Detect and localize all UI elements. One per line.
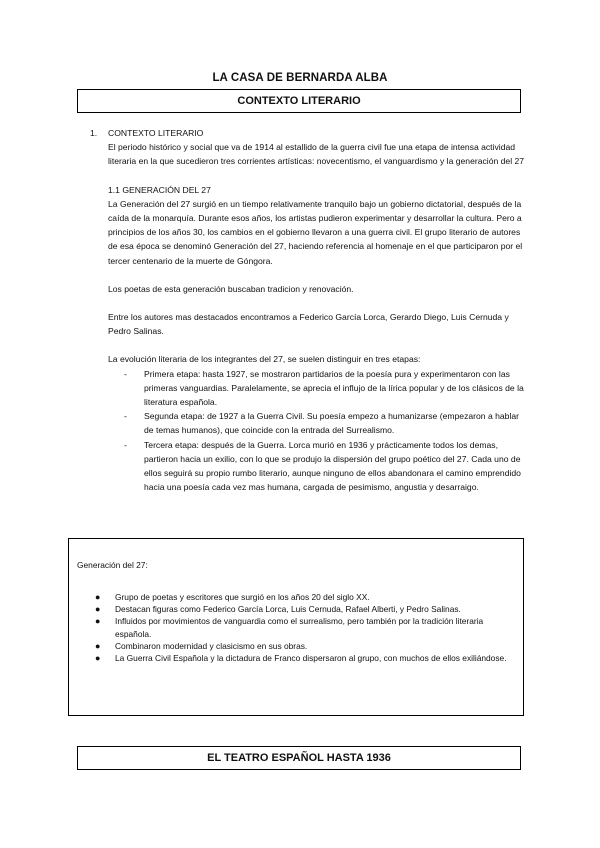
- next-section-title-box: EL TEATRO ESPAÑOL HASTA 1936: [77, 746, 521, 770]
- list-item: [108, 367, 528, 410]
- bullet-icon: ●: [95, 640, 101, 651]
- bullet-icon: ●: [95, 616, 101, 627]
- dash-marker: -: [124, 411, 127, 422]
- stages-list: [108, 367, 528, 495]
- main-content: [90, 126, 528, 494]
- paragraph-poets: Los poetas de esta generación buscaban tradicion y renovación.: [108, 283, 354, 294]
- summary-item-text: Influidos por movimientos de vanguardia como el surrealismo, pero también por la tradición literaria española.: [115, 616, 484, 639]
- paragraph-evolution: La evolución literaria de los integrantes del 27, se suelen distinguir en tres etapas:: [108, 354, 421, 365]
- section-1-paragraph: El periodo histórico y social que va de 1914 al estallido de la guerra civil fue una etapa de intensa actividad literaria en la que sucedieron tres corrientes artísticas: novecentismo, el vanguardismo y la generación del 27: [108, 142, 525, 167]
- summary-list: [77, 591, 517, 664]
- section-number: 1.: [90, 128, 98, 138]
- document-title: LA CASA DE BERNARDA ALBA: [212, 72, 388, 84]
- summary-title: Generación del 27:: [77, 560, 148, 570]
- dash-marker: -: [124, 368, 127, 379]
- summary-item-text: Grupo de poetas y escritores que surgió en los años 20 del siglo XX.: [115, 592, 370, 602]
- summary-item-text: Destacan figuras como Federico García Lorca, Luis Cernuda, Rafael Alberti, y Pedro Salinas.: [115, 604, 461, 615]
- subsection-heading: 1.1 GENERACIÓN DEL 27: [108, 184, 211, 195]
- list-item: [77, 603, 517, 615]
- section-heading: CONTEXTO LITERARIO: [108, 128, 204, 138]
- list-item: [77, 591, 517, 603]
- list-item: [77, 652, 517, 664]
- list-item: [77, 640, 517, 652]
- stage-text: Primera etapa: hasta 1927, se mostraron partidarios de la poesía pura y experimentaron con las primeras vanguardias. Paralelamente, se aprecia el influjo de la lírica popular y de los clásicos de la literatura española.: [144, 368, 524, 408]
- summary-box: [68, 538, 524, 716]
- list-item: [77, 615, 517, 639]
- summary-item-text: Combinaron modernidad y clasicismo en sus obras.: [115, 640, 308, 651]
- bullet-icon: ●: [95, 653, 101, 664]
- list-item: [108, 438, 528, 495]
- list-item: [108, 409, 528, 437]
- dash-marker: -: [124, 439, 127, 450]
- paragraph-intro: La Generación del 27 surgió en un tiempo relativamente tranquilo bajo un gobierno dictatorial, después de la caída de la monarquía. Durante esos años, los artistas pudieron experimentar y desarrollar la cultura. Pero a principios de los años 30, los cambios en el gobierno llevaron a una guerra civil. El grupo literario de autores de esa época se denominó Generación del 27, haciendo referencia al homenaje en el que participaron por el tercer centenario de la muerte de Góngora.: [108, 198, 523, 266]
- stage-text: Segunda etapa: de 1927 a la Guerra Civil. Su poesía empezo a humanizarse (empezaron a hablar de temas humanos), que coincide con la entrada del Surrealismo.: [144, 411, 520, 436]
- summary-item-text: La Guerra Civil Española y la dictadura de Franco dispersaron al grupo, con muchos de ellos exiliándose.: [115, 653, 507, 664]
- section-title-box: CONTEXTO LITERARIO: [77, 89, 521, 113]
- stage-text: Tercera etapa: después de la Guerra. Lorca murió en 1936 y prácticamente todos los demas, partieron hacia un exilio, con lo que se produjo la dispersión del grupo poético del 27. Cada uno de ellos seguirá su propio rumbo literario, aunque ninguno de ellos abandonara el camino emprendido hacia una poesía cada vez mas humana, cargada de pesimismo, angustia y desarraigo.: [144, 439, 521, 493]
- section-1: [90, 126, 528, 140]
- paragraph-authors: Entre los autores mas destacados encontramos a Federico García Lorca, Gerardo Diego, Luis Cernuda y Pedro Salinas.: [108, 312, 509, 337]
- bullet-icon: ●: [95, 592, 101, 602]
- bullet-icon: ●: [95, 604, 101, 615]
